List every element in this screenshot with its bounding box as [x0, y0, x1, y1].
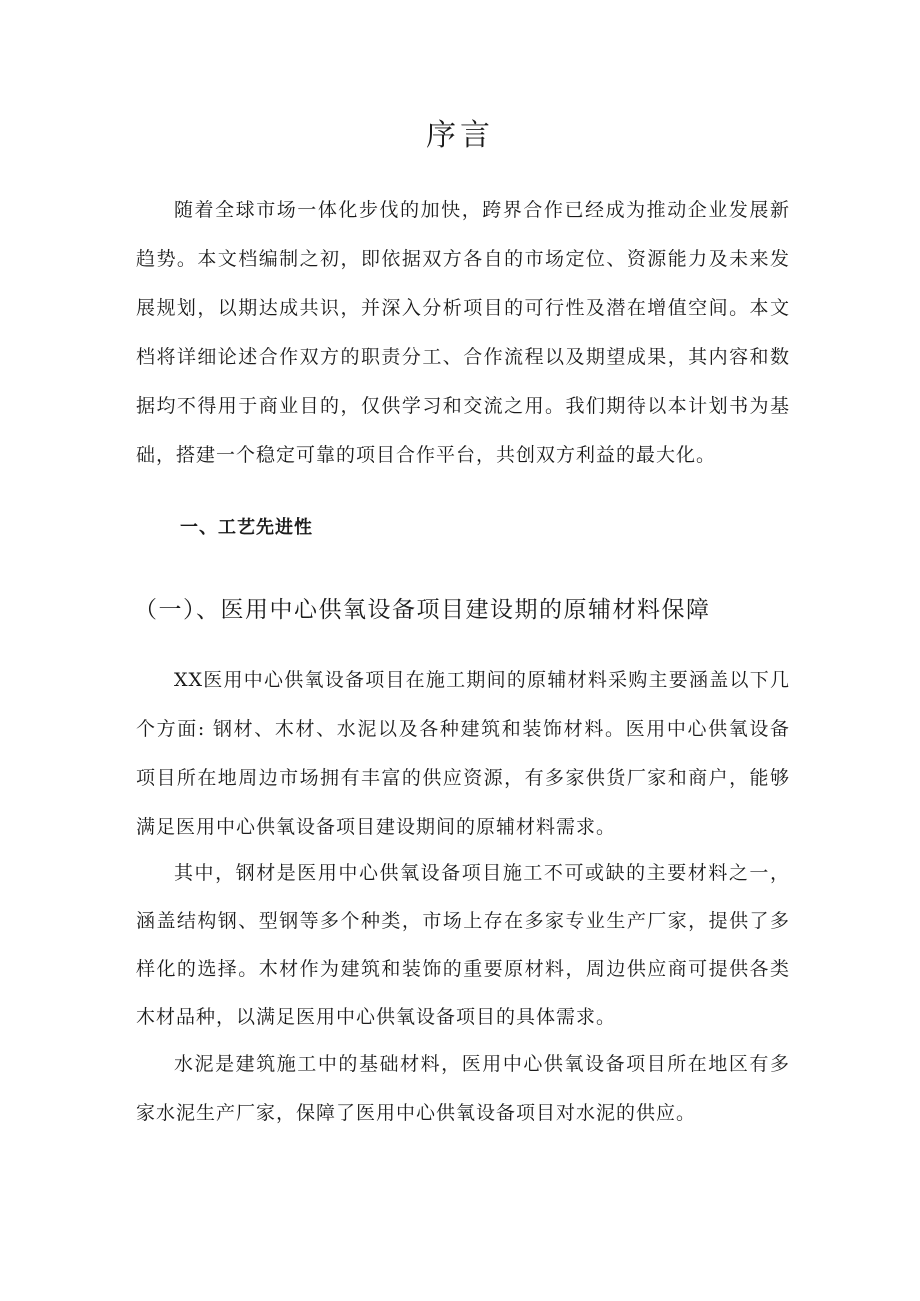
subsection-heading: （一）、医用中心供氧设备项目建设期的原辅材料保障 — [134, 597, 711, 623]
body-paragraph-2: 其中，钢材是医用中心供氧设备项目施工不可或缺的主要材料之一，涵盖结构钢、型钢等多个种类，市场上存在多家专业生产厂家，提供了多样化的选择。木材作为建筑和装饰的重要原材料，周边供应商可提供各类木材品种，以满足医用中心供氧设备项目的具体需求。 — [136, 862, 790, 1028]
body-paragraph-3: 水泥是建筑施工中的基础材料，医用中心供氧设备项目所在地区有多家水泥生产厂家，保障了医用中心供氧设备项目对水泥的供应。 — [136, 1053, 790, 1124]
section-heading: 一、工艺先进性 — [180, 517, 313, 538]
intro-paragraph: 随着全球市场一体化步伐的加快，跨界合作已经成为推动企业发展新趋势。本文档编制之初，即依据双方各自的市场定位、资源能力及未来发展规划，以期达成共识，并深入分析项目的可行性及潜在增值空间。本文档将详细论述合作双方的职责分工、合作流程以及期望成果，其内容和数据均不得用于商业目的，仅供学习和交流之用。我们期待以本计划书为基础，搭建一个稳定可靠的项目合作平台，共创双方利益的最大化。 — [136, 199, 790, 466]
body-paragraph-1: XX医用中心供氧设备项目在施工期间的原辅材料采购主要涵盖以下几个方面: 钢材、木材、水泥以及各种建筑和装饰材料。医用中心供氧设备项目所在地周边市场拥有丰富的供应资源，有多家供货厂家和商户，能够满足医用中心供氧设备项目建设期间的原辅材料需求。 — [136, 669, 790, 838]
page-title: 序言 — [426, 118, 494, 153]
